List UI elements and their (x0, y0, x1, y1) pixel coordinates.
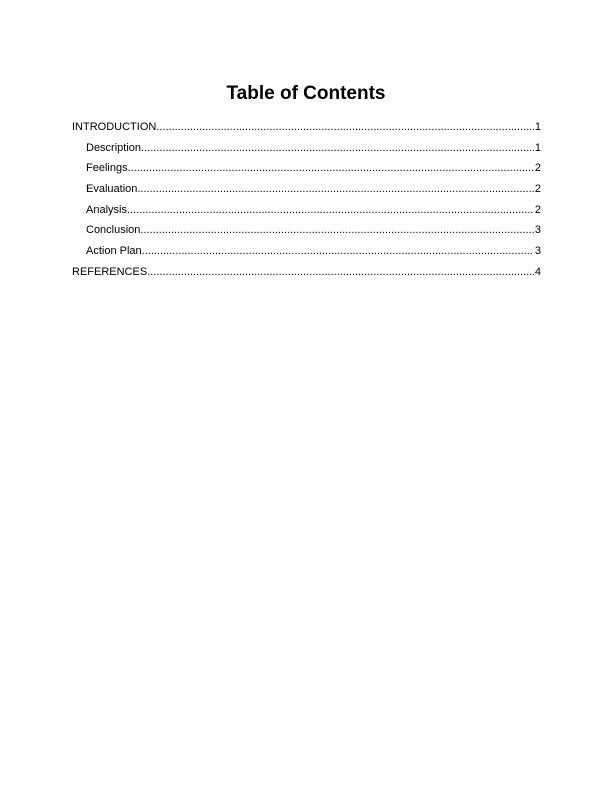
toc-entry-references[interactable] (72, 265, 541, 286)
toc-dot-leader (142, 244, 534, 258)
toc-dot-leader (137, 182, 534, 196)
toc-entry-conclusion[interactable] (72, 223, 541, 244)
toc-entry-page: 2 (534, 203, 541, 216)
toc-entry-label: Analysis (86, 203, 127, 216)
toc-dot-leader (128, 161, 534, 175)
toc-dot-leader (140, 223, 533, 237)
toc-entry-page: 1 (534, 141, 541, 154)
toc-entry-label: INTRODUCTION (72, 121, 157, 133)
toc-entry-page: 4 (534, 265, 541, 278)
toc-entry-description[interactable] (72, 141, 541, 162)
toc-entry-page: 2 (534, 162, 541, 175)
toc-dot-leader (147, 265, 534, 279)
toc-entry-label: Feelings (86, 162, 128, 175)
toc-entry-label: Evaluation (86, 183, 138, 196)
toc-entry-label: REFERENCES (72, 265, 148, 278)
toc-dot-leader (141, 141, 534, 155)
toc-entry-analysis[interactable] (72, 203, 541, 224)
toc-entry-evaluation[interactable] (72, 182, 541, 203)
toc-entry-page: 3 (534, 245, 541, 258)
toc-dot-leader (127, 203, 534, 217)
toc-entry-feelings[interactable] (72, 161, 541, 182)
toc-entry-introduction[interactable] (72, 120, 541, 141)
toc-entry-page: 3 (534, 224, 541, 237)
toc-title: Table of Contents (226, 83, 386, 104)
toc-entry-page: 1 (534, 121, 541, 133)
toc-list (72, 120, 541, 286)
toc-entry-label: Description (86, 141, 142, 154)
toc-entry-action-plan[interactable] (72, 244, 541, 265)
toc-entry-label: Action Plan (86, 245, 142, 258)
toc-entry-label: Conclusion (86, 224, 141, 237)
toc-dot-leader (156, 120, 534, 134)
toc-entry-page: 2 (534, 183, 541, 196)
